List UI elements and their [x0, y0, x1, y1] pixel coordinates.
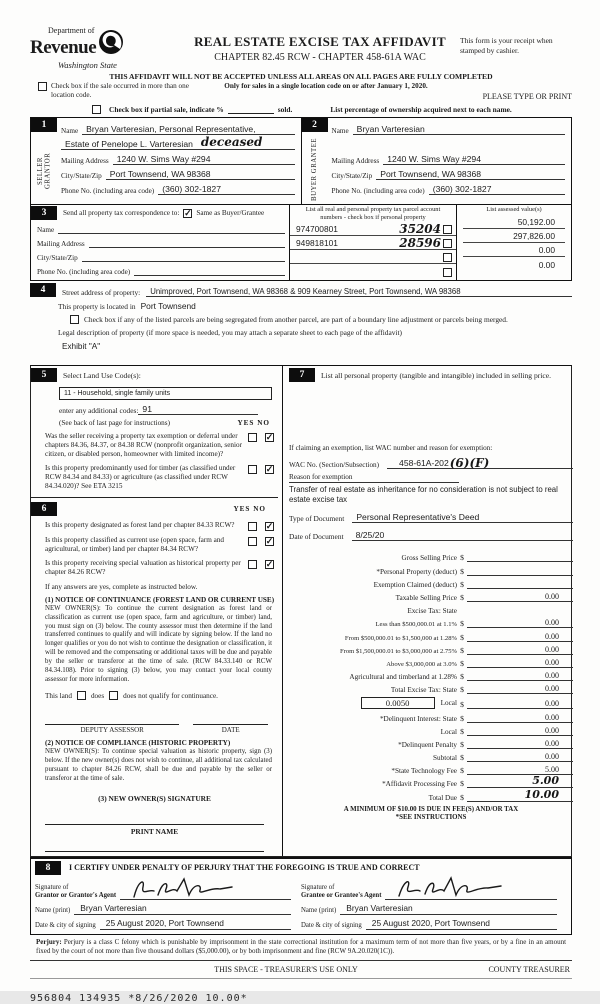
- grantor-signature: [128, 876, 248, 902]
- form-chapter: CHAPTER 82.45 RCW - CHAPTER 458-61A WAC: [214, 52, 426, 63]
- parcel-row: [290, 236, 456, 250]
- local-label: Local: [440, 699, 457, 708]
- money-field[interactable]: 0.00: [467, 684, 573, 694]
- question-text: Is this property predominantly used for timber (as classified under RCW 84.34 and 84.33) or agriculture (as classified under RCW 84.34.020)? See ETA 3215: [45, 464, 236, 490]
- multi-location-option: [30, 82, 210, 101]
- minimum-fee-note: A MINIMUM OF $10.00 IS DUE IN FEE(S) AND/OR TAX: [343, 805, 519, 813]
- reason-exemption-label: Reason for exemption: [289, 473, 459, 483]
- tax-correspondence-box: [30, 205, 572, 281]
- seller-section: [31, 118, 301, 204]
- does-not-label: does not qualify for continuance.: [123, 691, 218, 700]
- dollar-sign: $: [460, 566, 464, 576]
- s3-city-field[interactable]: [82, 261, 285, 262]
- perjury-text: Perjury is a class C felony which is punishable by imprisonment in the state correctional institution for a maximum term of not more than five years, or by a fine in an amount fixed by the court of not more than five thousand dollars ($5,000.00), or by both imprisonment and fine (RCW 9A.20.020(1C)).: [36, 937, 567, 955]
- grantee-agent-label: Grantee or Grantee's Agent: [301, 891, 382, 899]
- land-does-not-checkbox[interactable]: [109, 691, 118, 700]
- money-label: *Personal Property (deduct): [376, 567, 457, 576]
- parcel-number-field[interactable]: 949818101: [296, 238, 338, 249]
- dollar-sign: $: [460, 553, 464, 563]
- same-as-buyer-label: Same as Buyer/Grantee: [196, 209, 265, 217]
- currentuse-yes-checkbox[interactable]: [248, 537, 257, 546]
- parcel-handwritten-number: 35204: [399, 222, 441, 237]
- affidavit-fee-handwritten: 5.00: [532, 774, 559, 788]
- multi-location-checkbox[interactable]: [38, 82, 47, 91]
- parcel-number-field[interactable]: 974700801: [296, 224, 338, 235]
- money-label: Above $3,000,000 at 3.0%: [386, 660, 457, 668]
- revenue-logo-icon: [98, 29, 124, 60]
- question-text: Is this property classified as current use (open space, farm and agricultural, or timber) land per chapter 84.34 RCW?: [45, 536, 225, 553]
- money-label: From $500,000.01 to $1,500,000 at 1.28%: [344, 634, 457, 642]
- brand-name: Revenue: [30, 36, 97, 58]
- money-field[interactable]: [467, 788, 573, 802]
- money-label: *Delinquent Interest: State: [379, 714, 457, 723]
- no-header: NO: [253, 505, 266, 513]
- perjury-notice: [30, 935, 572, 961]
- money-label: Total Due: [428, 793, 457, 802]
- question-historical: [31, 556, 278, 579]
- money-label: Total Excise Tax: State: [390, 686, 457, 695]
- partial-sale-percent-field[interactable]: [228, 106, 274, 114]
- money-label: Exemption Claimed (deduct): [373, 580, 457, 589]
- middle-columns: [30, 365, 572, 857]
- grantor-signature-block: [35, 877, 301, 930]
- seller-phone-label: Phone No. (including area code): [61, 187, 155, 195]
- money-field[interactable]: [467, 561, 573, 562]
- seller-mailing-field[interactable]: 1240 W. Sims Way #294: [113, 154, 295, 165]
- s3-name-label: Name: [37, 226, 55, 234]
- legal-description-field[interactable]: Exhibit "A": [62, 342, 101, 351]
- money-field[interactable]: 0.00: [467, 713, 573, 723]
- notice-continuance-body: NEW OWNER(S): To continue the current designation as forest land or classification as current use (open space, farm and agriculture, or timber) land, you must sign on (3) below. The county assessor must then determine if the land transferred continues to qualify and will indicate by signing below. If the land no longer qualifies or you do not wish to continue the designation or classification, it will be removed and the compensating or additional taxes will be due and payable by the seller or transferor at the time of sale. (RCW 84.33.140 or RCW 84.34.108). Prior to signing (3) below, you may contact your local county assessor for more information.: [45, 605, 272, 683]
- notice-continuance-title: (1) NOTICE OF CONTINUANCE (FOREST LAND OR CURRENT USE): [45, 596, 275, 604]
- segregated-checkbox[interactable]: [70, 315, 79, 324]
- receipt-note: This form is your receipt when stamped by cashier.: [460, 36, 553, 56]
- s3-mailing-field[interactable]: [89, 247, 285, 248]
- forest-no-checkbox[interactable]: ✓: [265, 521, 274, 531]
- buyer-name-field[interactable]: Bryan Varteresian: [353, 124, 565, 135]
- q1-no-checkbox[interactable]: ✓: [265, 432, 274, 442]
- money-field[interactable]: 0.00: [467, 618, 573, 628]
- date-city-label: Date & city of signing: [301, 921, 362, 929]
- parcel-handwritten-number: 28596: [399, 236, 441, 251]
- money-field[interactable]: 0.00: [467, 592, 573, 602]
- seller-name-field-line2[interactable]: Estate of Penelope L. Varteresian: [65, 139, 193, 149]
- question-timber-agriculture: [31, 461, 278, 493]
- q2-yes-checkbox[interactable]: [248, 465, 257, 474]
- money-field[interactable]: 5.00: [467, 765, 573, 775]
- dollar-sign: $: [460, 619, 464, 629]
- send-correspondence-label: Send all property tax correspondence to:: [63, 209, 180, 217]
- dollar-sign: $: [460, 713, 464, 723]
- form-title: REAL ESTATE EXCISE TAX AFFIDAVIT: [194, 34, 446, 49]
- assessed-value-field[interactable]: 0.00: [538, 259, 555, 270]
- print-name-line[interactable]: [45, 836, 264, 852]
- dollar-sign: $: [460, 726, 464, 736]
- money-label: *Affidavit Processing Fee: [382, 780, 457, 789]
- notice-compliance-body: NEW OWNER(S): To continue special valuation as historic property, sign (3) below. If the new owner(s) does not wish to continue, all additional tax calculated pursuant to chapter 84.26 RCW, shall be due and payable by the seller or transferor at the time of sale.: [45, 748, 272, 782]
- money-field[interactable]: 0.00: [467, 752, 573, 762]
- yes-header: YES: [237, 419, 255, 427]
- money-label: Taxable Selling Price: [395, 594, 457, 602]
- warning-line: THIS AFFIDAVIT WILL NOT BE ACCEPTED UNLESS ALL AREAS ON ALL PAGES ARE FULLY COMPLETED: [109, 72, 493, 81]
- seller-mailing-label: Mailing Address: [61, 157, 109, 165]
- deputy-assessor-signature-line[interactable]: DEPUTY ASSESSOR: [45, 724, 179, 734]
- form-header: [30, 26, 572, 70]
- segregated-label: Check box if any of the listed parcels are being segregated from another parcel, are part of a boundary line adjustment or parcels being merged.: [84, 315, 508, 324]
- buyer-name-label: Name: [331, 127, 349, 135]
- money-field[interactable]: [467, 575, 573, 576]
- dollar-sign: $: [460, 672, 464, 682]
- legal-description-label: Legal description of property (if more space is needed, you may attach a separate sheet to each page of the affidavit): [58, 328, 402, 337]
- forest-yes-checkbox[interactable]: [248, 522, 257, 531]
- currentuse-no-checkbox[interactable]: ✓: [265, 536, 274, 546]
- land-use-title: Select Land Use Code(s):: [63, 370, 141, 380]
- personal-property-field[interactable]: [289, 382, 573, 444]
- deputy-date-line[interactable]: DATE: [193, 724, 268, 734]
- new-owner-signature-heading: (3) NEW OWNER(S) SIGNATURE: [98, 793, 211, 803]
- excise-tax-column: [283, 366, 577, 856]
- if-yes-note: If any answers are yes, complete as instructed below.: [45, 583, 198, 591]
- treasurer-space-label: THIS SPACE - TREASURER'S USE ONLY: [214, 964, 358, 974]
- local-rate-box[interactable]: 0.0050: [361, 697, 435, 709]
- assessed-value-field[interactable]: 0.00: [463, 243, 565, 257]
- dollar-sign: $: [460, 579, 464, 589]
- no-header: NO: [257, 419, 270, 427]
- parcel-column-header: List all real and personal property tax parcel account numbers - check box if personal property: [305, 206, 441, 221]
- sold-label: sold.: [277, 105, 293, 114]
- doc-type-label: Type of Document: [289, 514, 345, 524]
- money-field[interactable]: 0.00: [467, 726, 573, 736]
- grantor-date-field[interactable]: 25 August 2020, Port Townsend: [100, 918, 291, 930]
- s3-phone-field[interactable]: [134, 275, 285, 276]
- dollar-sign: $: [460, 766, 464, 776]
- section-3-number: 3: [31, 206, 57, 220]
- assessed-value-field[interactable]: 297,826.00: [463, 229, 565, 243]
- section-1-number: 1: [31, 118, 57, 132]
- seller-phone-field[interactable]: (360) 302-1827: [158, 184, 294, 195]
- money-label: Subtotal: [433, 754, 457, 763]
- ownership-label: List percentage of ownership acquired next to each name.: [330, 105, 512, 114]
- s3-phone-label: Phone No. (including area code): [37, 268, 131, 276]
- grantor-name-field[interactable]: Bryan Varteresian: [74, 903, 291, 915]
- personal-property-title: List all personal property (tangible and intangible) included in selling price.: [321, 370, 552, 380]
- certification-section: [30, 857, 572, 935]
- doc-type-field[interactable]: Personal Representative's Deed: [352, 512, 573, 523]
- money-label: Gross Selling Price: [401, 554, 457, 563]
- q1-yes-checkbox[interactable]: [248, 433, 257, 442]
- wac-number-field[interactable]: 458-61A-202: [399, 458, 449, 468]
- this-land-label: This land: [45, 691, 72, 700]
- sig-of-label: Signature of: [301, 884, 335, 892]
- assessed-column-header: List assessed value(s): [486, 206, 542, 213]
- historical-no-checkbox[interactable]: ✓: [265, 559, 274, 569]
- dollar-sign: $: [460, 632, 464, 642]
- section-4-number: 4: [30, 283, 56, 297]
- money-label: *State Technology Fee: [391, 767, 457, 776]
- money-field[interactable]: 0.00: [467, 645, 573, 655]
- does-label: does: [90, 691, 105, 700]
- date-city-label: Date & city of signing: [35, 921, 96, 929]
- money-label: Less than $500,000.01 at 1.1%: [375, 621, 457, 629]
- doc-date-label: Date of Document: [289, 532, 344, 542]
- dollar-sign: $: [460, 779, 464, 789]
- notice-compliance-title: (2) NOTICE OF COMPLIANCE (HISTORIC PROPERTY): [45, 739, 231, 748]
- dollar-sign: $: [460, 739, 464, 749]
- assessed-values-column: [457, 205, 571, 280]
- single-location-note: Only for sales in a single location code on or after January 1, 2020.: [224, 82, 428, 90]
- dor-brand: [30, 26, 180, 70]
- seller-side-label: SELLER GRANTOR: [36, 152, 51, 190]
- money-label: *Delinquent Penalty: [398, 740, 457, 749]
- buyer-section: [301, 118, 572, 204]
- grantor-agent-label: Grantor or Grantor's Agent: [35, 891, 117, 899]
- multi-location-label: Check box if the sale occurred in more than one location code.: [51, 82, 189, 99]
- seller-buyer-box: [30, 117, 572, 205]
- money-field[interactable]: 0.00: [467, 658, 573, 668]
- name-print-label: Name (print): [35, 906, 71, 914]
- seller-city-field[interactable]: Port Townsend, WA 98368: [106, 169, 295, 180]
- grantee-signature: [393, 876, 513, 902]
- question-forest-land: [31, 518, 278, 533]
- located-in-label: This property is located in: [58, 302, 136, 311]
- money-field[interactable]: [467, 588, 573, 589]
- parcel-numbers-column: [289, 205, 457, 280]
- personal-property-checkbox-3[interactable]: [443, 253, 452, 262]
- partial-sale-label: Check box if partial sale, indicate %: [109, 105, 224, 114]
- dollar-sign: $: [460, 700, 464, 710]
- s3-mailing-label: Mailing Address: [37, 240, 85, 248]
- money-label: Local: [440, 727, 457, 736]
- buyer-mailing-field[interactable]: 1240 W. Sims Way #294: [383, 154, 565, 165]
- dollar-sign: $: [460, 593, 464, 602]
- buyer-city-label: City/State/Zip: [331, 172, 373, 180]
- parcel-row: [290, 222, 456, 236]
- seller-name-label: Name: [61, 127, 79, 135]
- excise-state-heading: Excise Tax: State: [407, 607, 457, 616]
- seller-city-label: City/State/Zip: [61, 172, 102, 180]
- additional-codes-field[interactable]: 91: [138, 404, 258, 415]
- q2-no-checkbox[interactable]: ✓: [265, 464, 274, 474]
- new-owner-signature-line[interactable]: [45, 803, 264, 825]
- wac-number-label: WAC No. (Section/Subsection): [289, 461, 380, 469]
- grantee-signature-block: [301, 877, 567, 930]
- personal-property-checkbox-2[interactable]: [443, 239, 452, 248]
- see-back-note: (See back of last page for instructions): [59, 419, 170, 427]
- see-instructions-note: *SEE INSTRUCTIONS: [395, 813, 467, 821]
- cashier-stamp: 956804 134935 *8/26/2020 10.00*: [30, 992, 248, 1004]
- question-text: Is this property receiving special valuation as historical property per chapter 84.26 RCW?: [45, 559, 241, 576]
- historical-yes-checkbox[interactable]: [248, 560, 257, 569]
- grantee-date-field[interactable]: 25 August 2020, Port Townsend: [366, 918, 557, 930]
- s3-name-field[interactable]: [58, 233, 285, 234]
- section-5-number: 5: [31, 368, 57, 382]
- claiming-exemption-note: If claiming an exemption, list WAC number and reason for exemption:: [289, 444, 493, 452]
- dollar-sign: $: [460, 645, 464, 655]
- section-6-number: 6: [31, 502, 57, 516]
- parcel-row: [290, 250, 456, 264]
- grantor-signature-field[interactable]: [120, 880, 291, 900]
- buyer-city-field[interactable]: Port Townsend, WA 98368: [376, 169, 565, 180]
- name-print-label: Name (print): [301, 906, 337, 914]
- same-as-buyer-checkbox[interactable]: ✓: [184, 207, 192, 218]
- money-field[interactable]: 0.00: [467, 699, 573, 709]
- grantee-name-field[interactable]: Bryan Varteresian: [340, 903, 557, 915]
- county-treasurer-label: COUNTY TREASURER: [488, 964, 570, 974]
- section-8-number: 8: [35, 861, 61, 875]
- wac-handwritten-subsection: (6)(F): [449, 456, 490, 470]
- money-label: Agricultural and timberland at 1.28%: [349, 673, 457, 682]
- buyer-phone-label: Phone No. (including area code): [331, 187, 425, 195]
- money-field[interactable]: 0.00: [467, 632, 573, 642]
- doc-date-field[interactable]: 8/25/20: [352, 530, 573, 541]
- dollar-sign: $: [460, 792, 464, 802]
- personal-property-checkbox-4[interactable]: [443, 268, 452, 277]
- brand-state: Washington State: [58, 60, 117, 70]
- question-text: Was the seller receiving a property tax exemption or deferral under chapters 84.36, 84.37, or 84.38 RCW (nonprofit organization, senior citizen, or disabled person, homeowner with limited income)?: [45, 432, 242, 458]
- located-in-field[interactable]: Port Townsend: [140, 301, 196, 311]
- yes-header: YES: [233, 505, 251, 513]
- land-does-checkbox[interactable]: [77, 691, 86, 700]
- money-label: From $1,500,000.01 to $3,000,000 at 2.75%: [339, 647, 457, 655]
- dollar-sign: $: [460, 753, 464, 763]
- dollar-sign: $: [460, 658, 464, 668]
- print-name-heading: PRINT NAME: [130, 826, 179, 836]
- partial-sale-checkbox[interactable]: [92, 105, 101, 114]
- sig-of-label: Signature of: [35, 884, 69, 892]
- grantee-signature-field[interactable]: [385, 880, 557, 900]
- parcel-row: [290, 264, 456, 278]
- money-field[interactable]: [467, 774, 573, 788]
- street-address-field[interactable]: Unimproved, Port Townsend, WA 98368 & 909 Kearney Street, Port Townsend, WA 98368: [146, 287, 572, 297]
- additional-codes-label: enter any additional codes:: [59, 406, 139, 415]
- dollar-sign: $: [460, 685, 464, 695]
- brand-dept: Department of: [48, 26, 95, 35]
- perjury-label: Perjury:: [36, 937, 62, 946]
- land-use-column: [31, 366, 283, 856]
- seller-deceased-handwriting: deceased: [200, 135, 263, 149]
- money-field[interactable]: 0.00: [467, 671, 573, 681]
- question-current-use: [31, 533, 278, 556]
- certify-statement: I CERTIFY UNDER PENALTY OF PERJURY THAT THE FOREGOING IS TRUE AND CORRECT: [69, 863, 420, 873]
- buyer-side-label: BUYER GRANTEE: [310, 138, 318, 201]
- buyer-phone-field[interactable]: (360) 302-1827: [429, 184, 565, 195]
- total-due-handwritten: 10.00: [524, 787, 559, 801]
- street-address-label: Street address of property:: [62, 288, 141, 297]
- section-2-number: 2: [302, 118, 328, 132]
- excise-tax-table: [289, 549, 573, 801]
- land-use-code-select[interactable]: 11 - Household, single family units: [59, 387, 272, 400]
- s3-city-label: City/State/Zip: [37, 254, 78, 262]
- money-field[interactable]: 0.00: [467, 739, 573, 749]
- property-address-section: [30, 281, 572, 351]
- assessed-value-field[interactable]: 50,192.00: [463, 215, 565, 229]
- section-7-number: 7: [289, 368, 315, 382]
- buyer-mailing-label: Mailing Address: [331, 157, 380, 165]
- please-type-note: PLEASE TYPE OR PRINT: [482, 92, 572, 101]
- question-text: Is this property designated as forest land per chapter 84.33 RCW?: [45, 521, 235, 529]
- seller-name-field[interactable]: Bryan Varteresian, Personal Representative,: [82, 124, 294, 135]
- personal-property-checkbox-1[interactable]: [443, 225, 452, 234]
- reason-exemption-field[interactable]: Transfer of real estate as inheritance for no consideration is not subject to real estate excise tax: [289, 485, 558, 505]
- question-exemption-deferral: [31, 429, 278, 461]
